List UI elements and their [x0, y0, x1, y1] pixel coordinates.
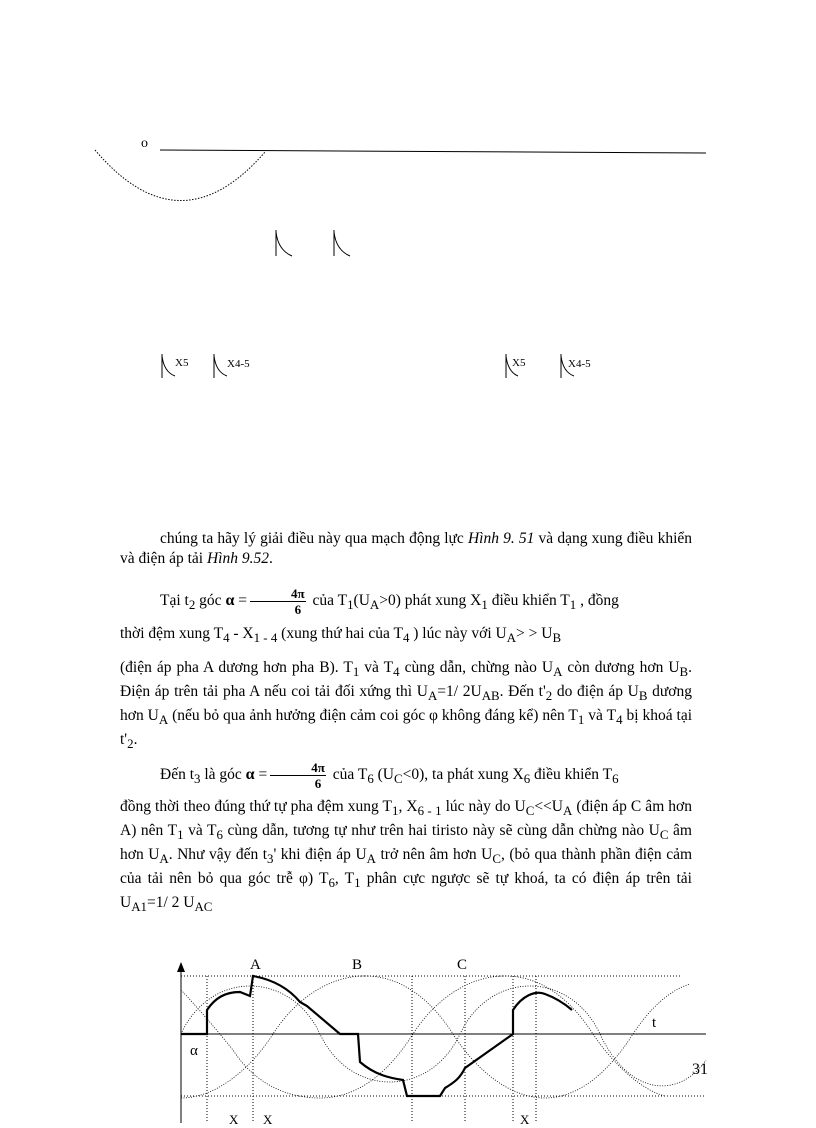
- bottom-waveform-figure: [0, 950, 816, 1123]
- vertical-guides: [207, 976, 536, 1123]
- paragraph-3: thời đệm xung $T_4 - X_{1 - 4}$ (xung thứ hai của $T_4$ ) lúc này với $U_A> > U_B$: [120, 625, 562, 646]
- pulse-label: X5: [175, 357, 189, 369]
- pulse-mark: [214, 354, 227, 378]
- paragraph-1: chúng ta hãy lý giải điều này qua mạch động lực Hình 9. 51 và dạng xung điều khiển và điện áp tải Hình 9.52.: [120, 530, 693, 567]
- pulse-label: X4-5: [227, 358, 250, 370]
- phase-label-c: C: [457, 957, 468, 973]
- origin-label: o: [141, 136, 148, 151]
- page-number: 31: [692, 1061, 708, 1078]
- phase-label-a: A: [250, 957, 261, 973]
- pulse-mark: [276, 230, 292, 256]
- pulse-label: X5: [512, 357, 526, 369]
- pulse-mark: [162, 354, 175, 378]
- phase-label-b: B: [352, 957, 363, 973]
- paragraph-5: Đến $t_3$ là góc α = $\frac{4\pi}{6}$ của $T_6$ $(U_C<0)$, ta phát xung $X_6$ điều khiển $T_6$: [160, 760, 619, 791]
- pulse-label: X: [520, 1112, 530, 1127]
- paragraph-2: Tại $t_2$ góc α = $\frac{4\pi}{6}$ của $T_1(U_A>0)$ phát xung $X_1$ điều khiển $T_1$ , đồng: [160, 586, 619, 617]
- pulse-label: X4-5: [568, 358, 591, 370]
- time-axis-label: t: [652, 1015, 657, 1031]
- top-waveform-figure: [0, 0, 816, 400]
- fraction: $\frac{4\pi}{6}$: [270, 760, 326, 791]
- top-axis: [160, 150, 706, 153]
- pulse-label: X: [263, 1112, 273, 1127]
- alpha-label: α: [190, 1043, 198, 1059]
- pulse-mark: [334, 230, 350, 256]
- paragraph-6: đồng thời theo đúng thứ tự pha đệm xung $T_1$, $X_{6 - 1}$ lúc này do $U_C<<U_A$ (điện áp C âm hơn A) nên $T_1$ và $T_6$ cùng dẫn, tương tự như trên hai tiristo này sẽ cùng dẫn chừng nào $U_C$ âm hơn $U_A$. Như vậy đến $t_3'$ khi điện áp $U_A$ trở nên âm hơn $U_C$, (bỏ qua thành phần điện cảm của tải nên bỏ qua góc trễ φ) $T_6$, $T_1$ phân cực ngược sẽ tự khoá, ta có điện áp trên tải $U_{A1}=1/$ 2 $U_{AC}$: [120, 798, 693, 915]
- paragraph-4: (điện áp pha A dương hơn pha B). $T_1$ và $T_4$ cùng dẫn, chừng nào $U_A$ còn dương hơn $U_B$. Điện áp trên tải pha A nếu coi tải đối xứng thì $U_A=1/$ $2U_{AB}$. Đến $t'_2$ do điện áp $U_B$ dương hơn $U_A$ (nếu bỏ qua ảnh hưởng điện cảm coi góc φ không đáng kể) nên $T_1$ và $T_4$ bị khoá tại $t'_2$.: [120, 659, 693, 752]
- pulse-label: X: [229, 1112, 239, 1127]
- top-sine-curve: [95, 150, 265, 201]
- phase-curves: [181, 976, 706, 1098]
- fraction: $\frac{4\pi}{6}$: [250, 586, 306, 617]
